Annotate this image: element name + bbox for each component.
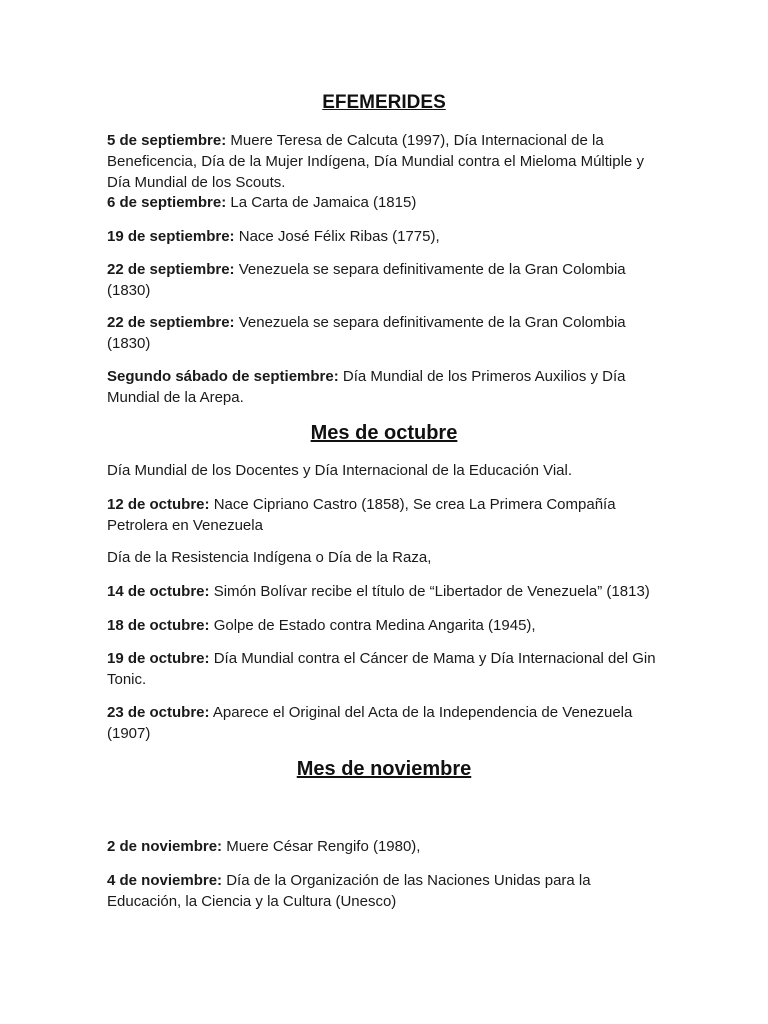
section-heading-noviembre: Mes de noviembre: [296, 758, 472, 780]
entry-sep-6: [107, 192, 667, 213]
entry-oct-resistencia: [107, 547, 667, 568]
entry-oct-18: [107, 615, 667, 636]
entry-text: Nace Cipriano Castro (1858), Se crea La Primera Compañía Petrolera en Venezuela: [107, 496, 616, 534]
entry-sep-segundo-sabado: [107, 366, 667, 408]
entry-text: Venezuela se separa definitivamente de la Gran Colombia (1830): [107, 261, 626, 299]
entry-oct-12: [107, 494, 667, 536]
entry-label: 19 de octubre:: [107, 650, 210, 667]
entry-text: Simón Bolívar recibe el título de “Libertador de Venezuela” (1813): [209, 583, 650, 600]
entry-text: Día de la Resistencia Indígena o Día de la Raza,: [107, 549, 432, 566]
entry-label: 5 de septiembre:: [107, 132, 227, 149]
entry-text: Venezuela se separa definitivamente de la Gran Colombia (1830): [107, 314, 626, 352]
entry-text: Día Mundial de los Docentes y Día Internacional de la Educación Vial.: [107, 462, 572, 479]
entry-text: Día de la Organización de las Naciones Unidas para la Educación, la Ciencia y la Cultura (Unesco): [107, 872, 591, 910]
entry-label: 12 de octubre:: [107, 496, 210, 513]
entry-sep-22-b: [107, 312, 667, 354]
entry-nov-4: [107, 870, 667, 912]
entry-sep-19: [107, 226, 667, 247]
entry-sep-5: [107, 130, 667, 193]
entry-text: Golpe de Estado contra Medina Angarita (1945),: [209, 617, 536, 634]
entry-label: 4 de noviembre:: [107, 872, 223, 889]
entry-label: 22 de septiembre:: [107, 314, 235, 331]
entry-text: Muere César Rengifo (1980),: [222, 838, 421, 855]
entry-text: Aparece el Original del Acta de la Independencia de Venezuela (1907): [107, 704, 633, 742]
entry-text: Día Mundial contra el Cáncer de Mama y Día Internacional del Gin Tonic.: [107, 650, 656, 688]
entry-text: La Carta de Jamaica (1815): [226, 194, 417, 211]
entry-label: 14 de octubre:: [107, 583, 210, 600]
entry-oct-14: [107, 581, 667, 602]
entry-label: 2 de noviembre:: [107, 838, 223, 855]
entry-sep-22-a: [107, 259, 667, 301]
entry-label: 22 de septiembre:: [107, 261, 235, 278]
entry-label: 19 de septiembre:: [107, 228, 235, 245]
entry-text: Nace José Félix Ribas (1775),: [234, 228, 440, 245]
entry-oct-docentes: [107, 460, 667, 481]
entry-text: Día Mundial de los Primeros Auxilios y Día Mundial de la Arepa.: [107, 368, 626, 406]
entry-label: Segundo sábado de septiembre:: [107, 368, 339, 385]
entry-label: 18 de octubre:: [107, 617, 210, 634]
entry-oct-23: [107, 702, 667, 744]
entry-label: 6 de septiembre:: [107, 194, 227, 211]
entry-text: Muere Teresa de Calcuta (1997), Día Internacional de la Beneficencia, Día de la Mujer Indígena, Día Mundial contra el Mieloma Múltiple y Día Mundial de los Scouts.: [107, 132, 644, 191]
entry-label: 23 de octubre:: [107, 704, 210, 721]
entry-oct-19: [107, 648, 667, 690]
section-heading-octubre: Mes de octubre: [310, 422, 458, 444]
entry-nov-2: [107, 836, 667, 857]
document-title: EFEMERIDES: [322, 92, 446, 113]
